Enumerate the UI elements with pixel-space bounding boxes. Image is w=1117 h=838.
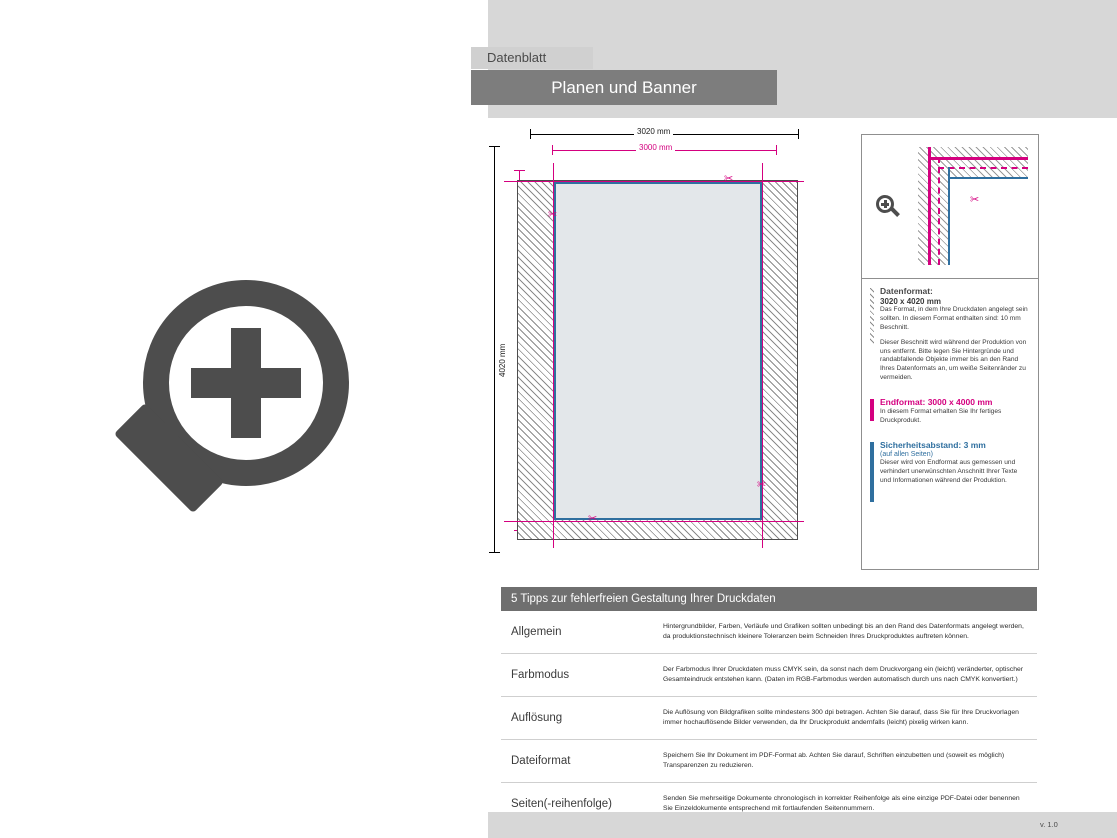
dim-outer-width-tick-left — [530, 129, 531, 139]
scissors-icon: ✂ — [588, 513, 598, 525]
tip-text: Speichern Sie Ihr Dokument im PDF-Format ab. Achten Sie darauf, Schriften einzubetten und (soweit es möglich) Transparenzen zu reduzieren. — [663, 752, 1005, 769]
magnifier-plus-small-icon — [876, 195, 902, 221]
tip-text: Hintergrundbilder, Farben, Verläufe und Grafiken sollten unbedingt bis an den Rand des Datenformats angelegt werden, da produktionstechnisch kleinere Toleranzen beim Schneiden Ihres Druckproduktes auftreten können. — [663, 623, 1024, 640]
tip-text: Der Farbmodus Ihrer Druckdaten muss CMYK sein, da sonst nach dem Druckvorgang ein (leicht) veränderter, optischer Gesamteindruck entstehen kann. (Daten im RGB-Farbmodus werden automatisch durch uns nach CMYK konvertiert.) — [663, 666, 1024, 683]
legend-endformat-title: Endformat: 3000 x 4000 mm — [880, 397, 993, 408]
tab-datenblatt[interactable]: Datenblatt — [471, 47, 593, 69]
legend-datenformat-value: 3020 x 4020 mm — [880, 297, 941, 306]
mini-magnifier-plus-v-icon — [884, 200, 887, 208]
legend-datenformat-note-text: Dieser Beschnitt wird während der Produktion von uns entfernt. Bitte legen Sie Hintergründe und randabfallende Objekte immer bis an den Rand Ihres Datenformats an, um weiße Seitenränder zu vermeiden. — [880, 338, 1027, 382]
preview-inner-fill — [950, 179, 1028, 265]
tips-header: 5 Tipps zur fehlerfreien Gestaltung Ihrer Druckdaten — [501, 587, 1037, 611]
dim-outer-width-label: 3020 mm — [634, 127, 673, 136]
legend-datenformat — [870, 286, 1030, 333]
tip-label: Seiten(-reihenfolge) — [511, 798, 613, 810]
scissors-icon: ✂ — [970, 194, 980, 206]
tip-label: Allgemein — [511, 626, 562, 638]
header-right-background — [1061, 0, 1117, 118]
legend-sicherheitsabstand-subtitle: (auf allen Seiten) — [880, 450, 933, 458]
legend-sicherheitsabstand-title: Sicherheitsabstand: 3 mm — [880, 439, 986, 450]
table-row — [501, 740, 1037, 783]
dim-outer-height-tick-top — [489, 146, 500, 147]
table-row — [501, 611, 1037, 654]
legend-swatch-hatch — [870, 288, 874, 344]
mini-magnifier-handle-icon — [890, 207, 900, 217]
tip-label: Farbmodus — [511, 669, 570, 681]
preview-dashed-left — [938, 157, 940, 265]
preview-safety-left — [948, 167, 950, 265]
table-row — [501, 783, 1037, 825]
table-row — [501, 654, 1037, 697]
legend-spacer — [870, 389, 1030, 397]
preview-trim-top — [928, 157, 1028, 160]
dim-inner-width-tick-left — [552, 145, 553, 155]
table-row — [501, 697, 1037, 740]
legend-endformat — [870, 397, 1030, 426]
dim-outer-height-tick-bottom — [489, 552, 500, 553]
trim-line-bottom — [504, 521, 804, 522]
final-format-area — [554, 182, 762, 520]
legend-spacer — [870, 432, 1030, 440]
preview-trim-left — [928, 147, 931, 265]
scissors-icon: ✂ — [757, 479, 767, 491]
legend-sicherheitsabstand-desc: Dieser wird von Endformat aus gemessen und verhindert unerwünschten Anschnitt Ihrer Texte und Informationen während der Produktion. — [880, 458, 1018, 484]
legend-datenformat-title: Datenformat: — [880, 286, 933, 296]
tips-table — [501, 611, 1037, 825]
dim-inner-height-tick-top — [514, 170, 525, 171]
dim-outer-width-tick-right — [798, 129, 799, 139]
legend-datenformat-desc: Das Format, in dem Ihre Druckdaten angelegt sein sollten. In diesem Format enthalten sind: 10 mm Beschnitt. — [880, 306, 1028, 331]
corner-preview — [862, 135, 1038, 279]
dim-inner-width-label: 3000 mm — [636, 143, 675, 152]
legend-swatch-blue — [870, 442, 874, 502]
legend-sicherheitsabstand — [870, 440, 1030, 486]
tip-label: Auflösung — [511, 712, 563, 724]
legend-datenformat-note — [870, 339, 1030, 383]
format-diagram — [468, 118, 868, 573]
trim-line-top — [504, 181, 804, 182]
tip-text: Senden Sie mehrseitige Dokumente chronologisch in korrekter Reihenfolge als eine einzige PDF-Datei oder benennen Sie Einzeldokumente entsprechend mit fortlaufenden Seitennummern. — [663, 795, 1020, 812]
legend-panel — [861, 134, 1039, 570]
preview-safety-top — [948, 177, 1028, 179]
legend-swatch-magenta — [870, 399, 874, 421]
magnifier-preview — [95, 280, 375, 580]
legend-endformat-desc: In diesem Format erhalten Sie Ihr fertiges Druckprodukt. — [880, 408, 1002, 425]
preview-dashed-top — [938, 167, 1028, 169]
scissors-icon: ✂ — [548, 209, 558, 221]
scissors-icon: ✂ — [724, 173, 734, 185]
magnifier-plus-vertical-icon — [231, 328, 261, 438]
dim-inner-width-tick-right — [776, 145, 777, 155]
version-label: v. 1.0 — [1040, 820, 1058, 829]
legend-body — [862, 280, 1038, 498]
dim-outer-height-label: 4020 mm — [498, 341, 507, 380]
dim-outer-height-line — [494, 146, 495, 552]
tip-text: Die Auflösung von Bildgrafiken sollte mindestens 300 dpi betragen. Achten Sie darauf, dass Sie für Ihre Druckvorlagen immer hochauflösende Bilder verwenden, da Ihr Druckprodukt andernfalls (leicht) pixelig wirken kann. — [663, 709, 1019, 726]
tip-label: Dateiformat — [511, 755, 571, 767]
page-title: Planen und Banner — [471, 70, 777, 105]
